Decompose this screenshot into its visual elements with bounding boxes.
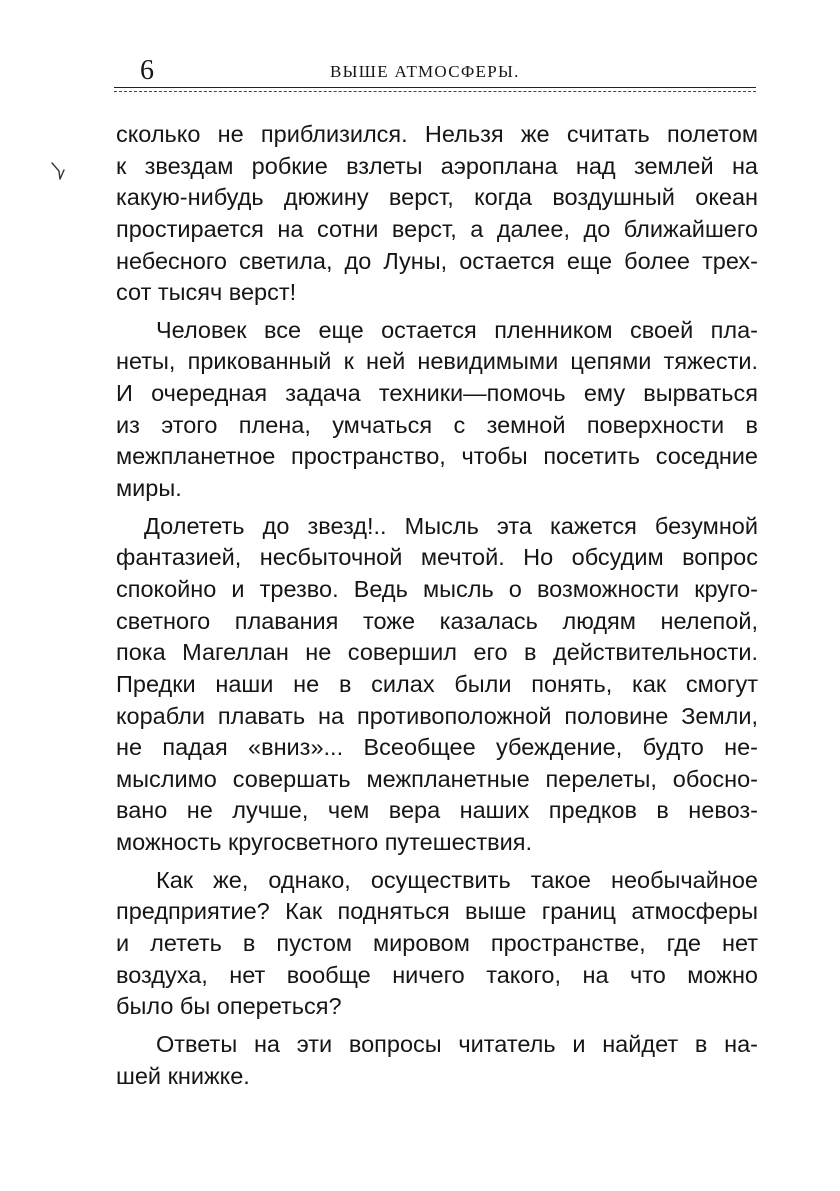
page-header [114,52,756,92]
text-line: было бы опереться? [116,993,342,1020]
paragraph-1 [116,119,758,309]
text-line: фантазией, несбыточной мечтой. Но обсудим вопрос [116,544,758,571]
text-line: Ответы на эти вопросы читатель и найдет в на- [156,1030,758,1057]
text-line: Долететь до звезд!.. Мысль эта кажется безумной [144,512,758,539]
paragraph-4 [116,865,758,1023]
text-line: корабли плавать на противоположной половине Земли, [116,702,758,729]
paragraph-3 [116,511,758,859]
running-title: ВЫШЕ АТМОСФЕРЫ. [330,62,520,81]
text-line: воздуха, нет вообще ничего такого, на что можно [116,961,758,988]
text-line: сот тысяч верст! [116,279,297,306]
text-line: пока Магеллан не совершил его в действительности. [116,639,758,666]
page-number: 6 [140,55,154,86]
text-line: и лететь в пустом мировом пространстве, где нет [116,930,758,957]
header-rule [114,87,756,88]
text-line: миры. [116,475,182,502]
paragraph-2 [116,315,758,505]
text-line: шей книжке. [116,1062,250,1089]
text-line: светного плавания тоже казалась людям нелепой, [116,607,758,634]
header-rule-dashed [114,91,756,92]
text-line: простирается на сотни верст, а далее, до ближайшего [116,215,758,242]
text-line: сколько не приблизился. Нельзя же считать полетом [116,121,758,147]
text-line: вано не лучше, чем вера наших предков в невоз- [116,797,758,824]
text-line: спокойно и трезво. Ведь мысль о возможности круго- [116,575,758,602]
text-line: из этого плена, умчаться с земной поверхности в [116,411,758,438]
text-line: предприятие? Как подняться выше границ атмосферы [116,898,758,925]
text-line: не падая «вниз»... Всеобщее убеждение, будто не- [116,734,758,761]
text-line: какую-нибудь дюжину верст, когда воздушный океан [116,184,758,211]
text-line: к звездам робкие взлеты аэроплана над землей на [116,152,758,179]
text-line: Предки наши не в силах были понять, как смогут [116,670,758,697]
text-line: межпланетное пространство, чтобы посетить соседние [116,443,758,470]
text-line: неты, прикованный к ней невидимыми цепями тяжести. [116,348,758,375]
pencil-margin-mark-icon [50,160,66,182]
text-line: мыслимо совершать межпланетные перелеты, обосно- [116,765,758,792]
text-line: небесного светила, до Луны, остается еще более трех- [116,247,758,274]
text-line: Человек все еще остается пленником своей пла- [156,316,758,343]
paragraph-5 [116,1029,758,1092]
text-line: можность кругосветного путешествия. [116,829,533,856]
text-line: Как же, однако, осуществить такое необычайное [156,866,758,893]
text-line: И очередная задача техники—помочь ему вырваться [116,380,758,407]
body-text [116,119,758,1092]
